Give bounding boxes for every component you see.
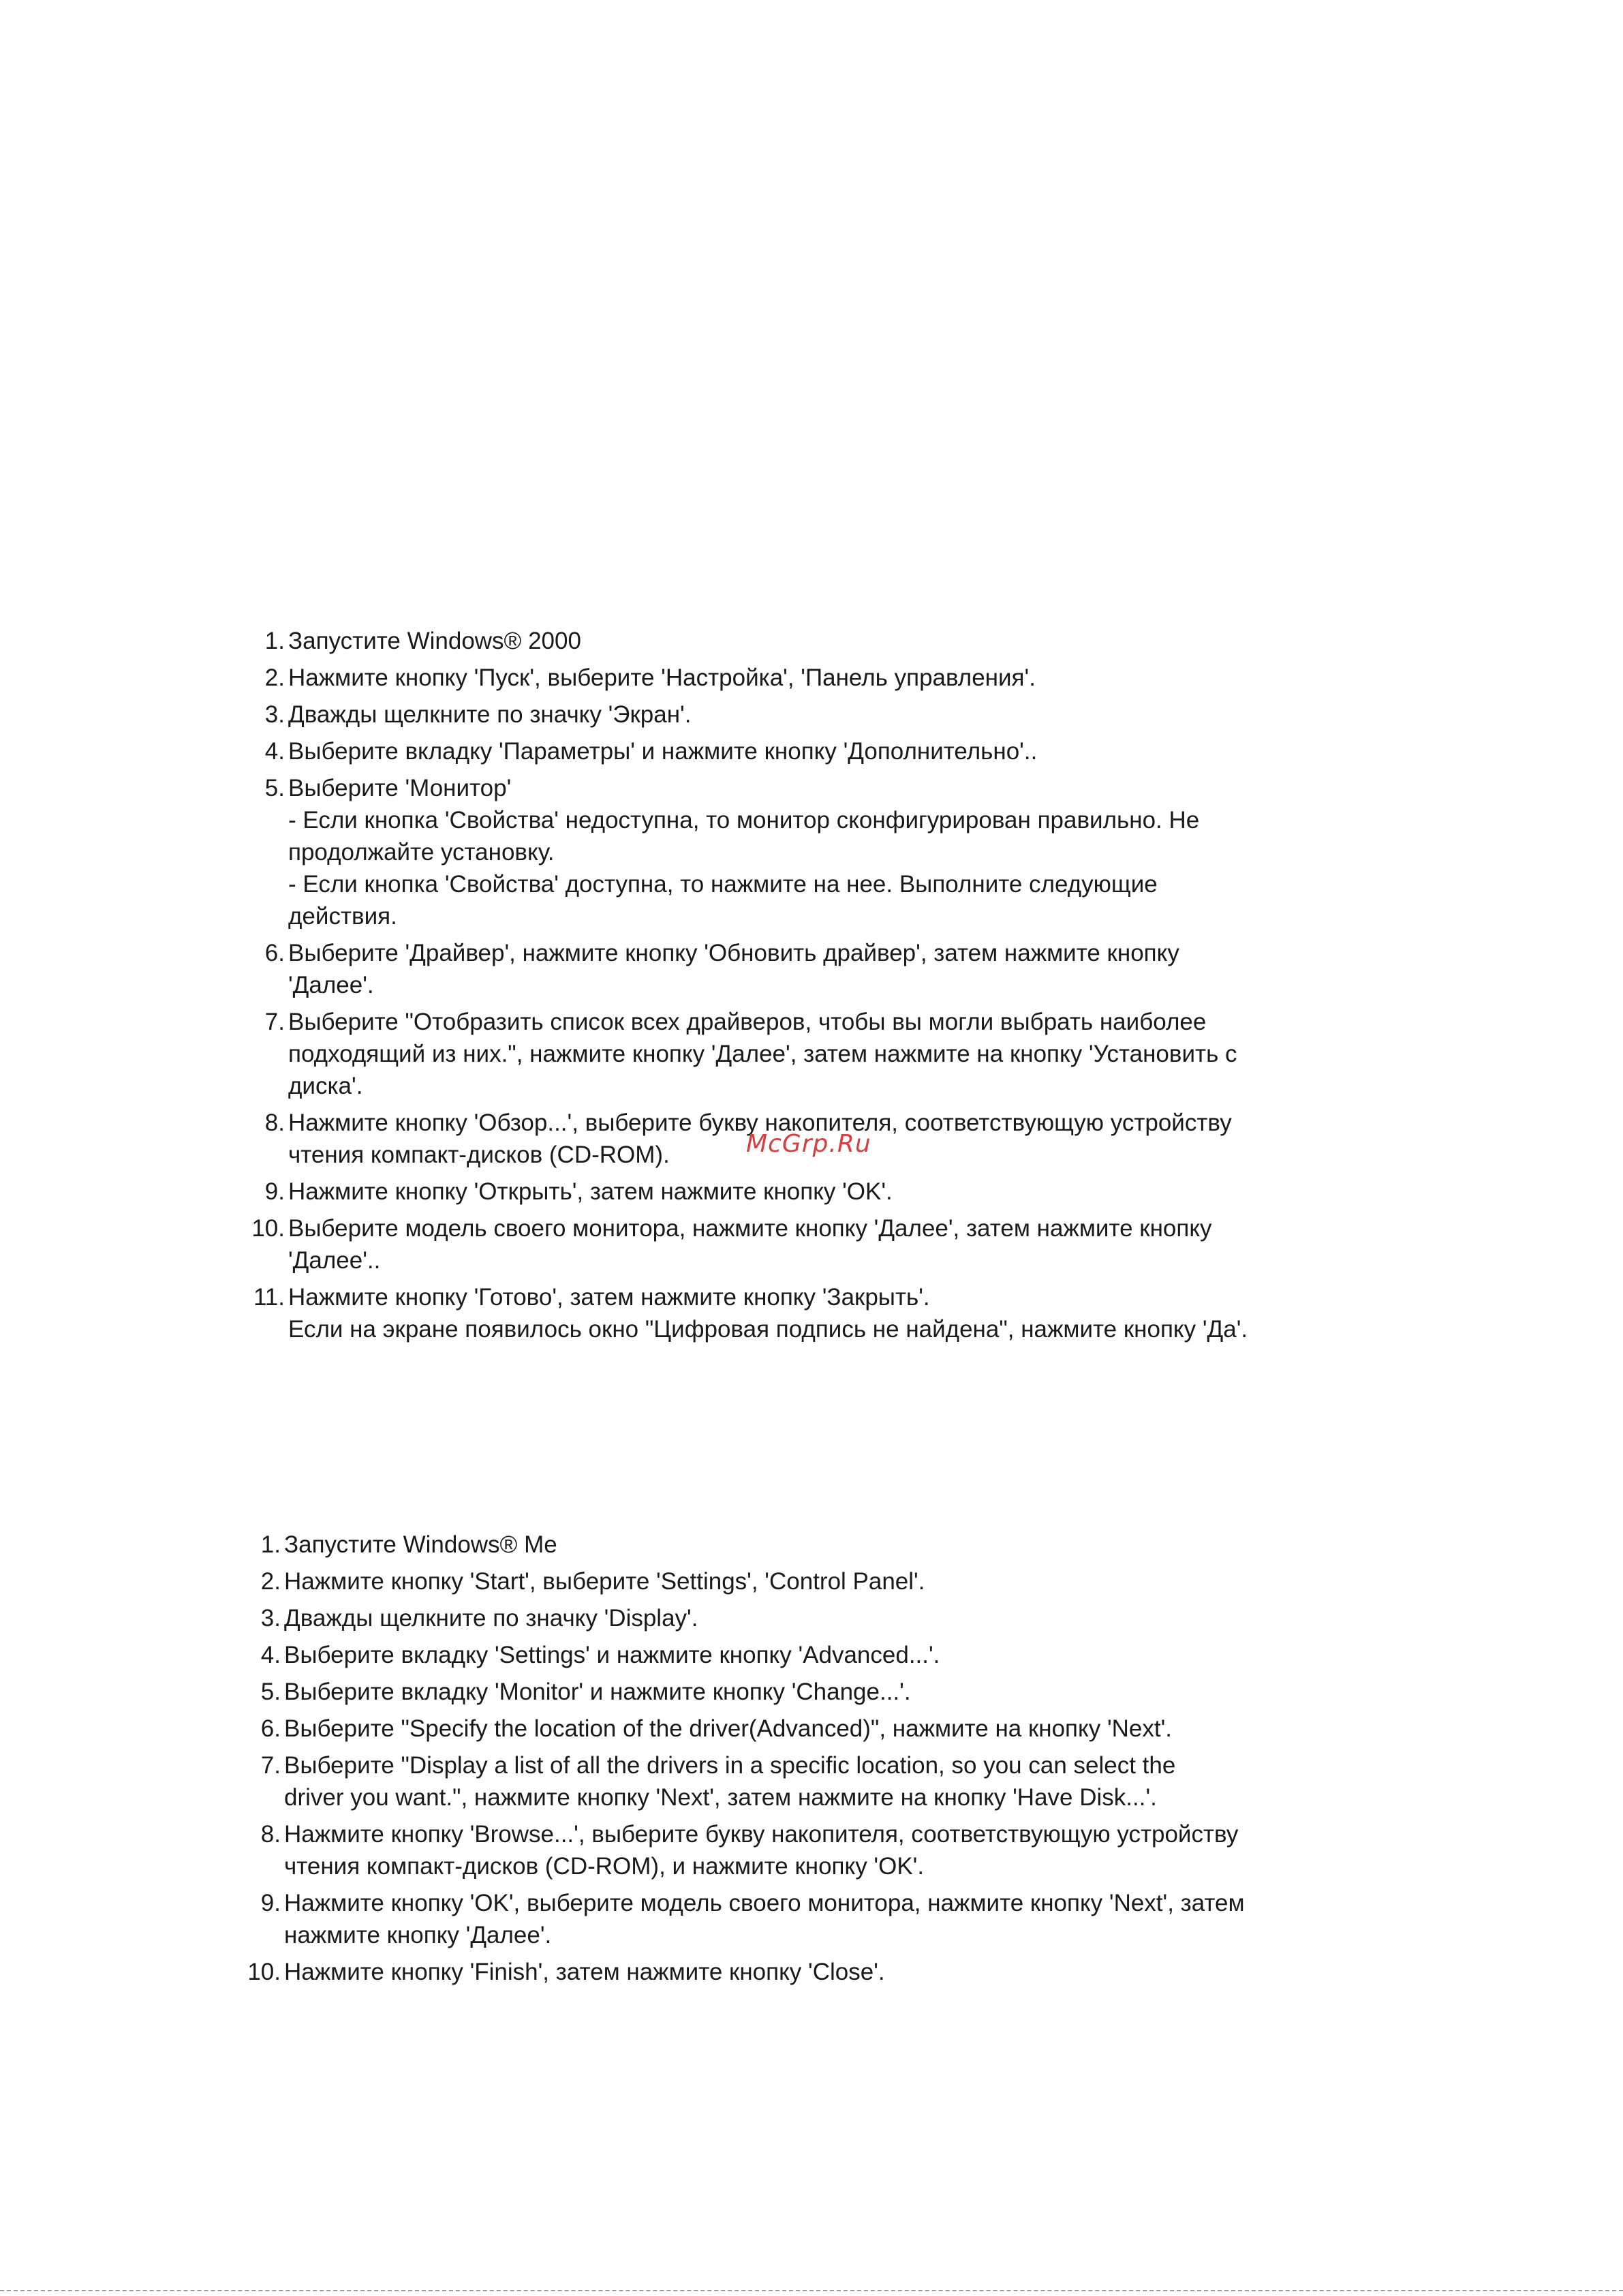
step-text-line: чтения компакт-дисков (CD-ROM), и нажмите кнопку 'OK'. <box>284 1853 925 1880</box>
step-number: 2. <box>260 1568 281 1595</box>
step-text-line: Нажмите кнопку 'Открыть', затем нажмите кнопку 'OK'. <box>288 1178 893 1205</box>
step-text <box>288 937 1341 1001</box>
step-text-line: подходящий из них.", нажмите кнопку 'Далее', затем нажмите на кнопку 'Установить с <box>288 1041 1237 1067</box>
step-text-line: Дважды щелкните по значку 'Экран'. <box>288 701 692 728</box>
instruction-step <box>233 1956 1337 1988</box>
instruction-step <box>233 1602 1337 1634</box>
step-number: 11. <box>253 1284 285 1311</box>
step-text-line: Выберите "Отобразить список всех драйверов, чтобы вы могли выбрать наиболее <box>288 1009 1207 1035</box>
instruction-step <box>233 1818 1337 1882</box>
instruction-step <box>233 1529 1337 1561</box>
step-number: 3. <box>264 701 285 728</box>
step-text-line: Выберите вкладку 'Monitor' и нажмите кнопку 'Change...'. <box>284 1679 911 1705</box>
step-number: 8. <box>264 1109 285 1136</box>
step-number: 7. <box>260 1752 281 1779</box>
step-number: 5. <box>264 775 285 801</box>
step-text-line: Выберите "Specify the location of the driver(Advanced)", нажмите на кнопку 'Next'. <box>284 1715 1172 1742</box>
step-text <box>288 625 1341 657</box>
step-text-line: Дважды щелкните по значку 'Display'. <box>284 1605 698 1632</box>
step-text-line: Выберите 'Монитор' <box>288 775 512 801</box>
step-text <box>284 1529 1337 1561</box>
instruction-step <box>237 772 1341 932</box>
step-number: 1. <box>264 628 285 654</box>
step-text-line: Запустите Windows® 2000 <box>288 628 581 654</box>
step-text-line: Выберите модель своего монитора, нажмите кнопку 'Далее', затем нажмите кнопку <box>288 1215 1212 1242</box>
step-text-line: действия. <box>288 903 397 930</box>
step-text-line: Если на экране появилось окно "Цифровая подпись не найдена", нажмите кнопку 'Да'. <box>288 1316 1248 1343</box>
instruction-step <box>237 1281 1341 1345</box>
step-text <box>288 1281 1341 1345</box>
step-text <box>284 1676 1337 1708</box>
step-text-line: Выберите 'Драйвер', нажмите кнопку 'Обновить драйвер', затем нажмите кнопку <box>288 940 1179 966</box>
step-text-line: диска'. <box>288 1073 363 1099</box>
step-text-line: Нажмите кнопку 'Пуск', выберите 'Настройка', 'Панель управления'. <box>288 664 1036 691</box>
step-text-line: Нажмите кнопку 'OK', выберите модель своего монитора, нажмите кнопку 'Next', затем <box>284 1890 1245 1916</box>
step-number: 10. <box>251 1215 285 1242</box>
step-text <box>284 1565 1337 1597</box>
step-text-line: чтения компакт-дисков (CD-ROM). <box>288 1142 670 1168</box>
step-text <box>284 1639 1337 1671</box>
step-text <box>288 772 1341 932</box>
instruction-step <box>233 1713 1337 1745</box>
step-text-line: Выберите "Display a list of all the drivers in a specific location, so you can select the <box>284 1752 1176 1779</box>
step-text-line: Нажмите кнопку 'Browse...', выберите букву накопителя, соответствующую устройству <box>284 1821 1239 1848</box>
step-number: 9. <box>264 1178 285 1205</box>
step-text <box>288 1212 1341 1276</box>
step-text <box>288 662 1341 694</box>
step-text <box>284 1713 1337 1745</box>
instruction-step <box>237 625 1341 657</box>
windows-me-instructions <box>233 1529 1337 1993</box>
step-number: 1. <box>260 1531 281 1558</box>
step-text <box>284 1887 1337 1951</box>
instruction-step <box>233 1565 1337 1597</box>
instruction-step <box>237 937 1341 1001</box>
step-text-line: Нажмите кнопку 'Finish', затем нажмите кнопку 'Close'. <box>284 1959 885 1985</box>
step-number: 2. <box>264 664 285 691</box>
instruction-step <box>237 699 1341 731</box>
step-number: 6. <box>264 940 285 966</box>
instruction-step <box>233 1676 1337 1708</box>
step-text-line: driver you want.", нажмите кнопку 'Next', затем нажмите на кнопку 'Have Disk...'. <box>284 1784 1157 1811</box>
page-bottom-rule <box>0 2290 1623 2291</box>
step-text-line: 'Далее'. <box>288 972 374 998</box>
step-text-line: Выберите вкладку 'Settings' и нажмите кнопку 'Advanced...'. <box>284 1642 940 1668</box>
step-number: 4. <box>264 738 285 765</box>
step-text-line: Нажмите кнопку 'Готово', затем нажмите кнопку 'Закрыть'. <box>288 1284 930 1311</box>
instruction-step <box>233 1639 1337 1671</box>
step-number: 9. <box>260 1890 281 1916</box>
instruction-step <box>233 1887 1337 1951</box>
instruction-step <box>233 1749 1337 1813</box>
step-text-line: - Если кнопка 'Свойства' недоступна, то монитор сконфигурирован правильно. Не <box>288 807 1200 833</box>
step-text <box>288 1006 1341 1102</box>
step-text <box>284 1818 1337 1882</box>
step-number: 4. <box>260 1642 281 1668</box>
step-number: 6. <box>260 1715 281 1742</box>
step-text-line: Нажмите кнопку 'Start', выберите 'Settings', 'Control Panel'. <box>284 1568 925 1595</box>
step-number: 7. <box>264 1009 285 1035</box>
instruction-step <box>237 1176 1341 1208</box>
instruction-step <box>237 1006 1341 1102</box>
instruction-step <box>237 735 1341 767</box>
step-text-line: продолжайте установку. <box>288 839 555 866</box>
step-text <box>288 735 1341 767</box>
step-text <box>288 699 1341 731</box>
watermark: McGrp.Ru <box>746 1130 871 1158</box>
step-number: 8. <box>260 1821 281 1848</box>
step-text-line: Нажмите кнопку 'Обзор...', выберите букву накопителя, соответствующую устройству <box>288 1109 1232 1136</box>
instruction-step <box>237 662 1341 694</box>
step-text-line: - Если кнопка 'Свойства' доступна, то нажмите на нее. Выполните следующие <box>288 871 1158 898</box>
step-text <box>288 1176 1341 1208</box>
step-text-line: 'Далее'.. <box>288 1247 381 1274</box>
instruction-step <box>237 1212 1341 1276</box>
step-text-line: нажмите кнопку 'Далее'. <box>284 1922 552 1948</box>
step-text-line: Запустите Windows® Me <box>284 1531 557 1558</box>
step-number: 3. <box>260 1605 281 1632</box>
step-number: 5. <box>260 1679 281 1705</box>
step-text <box>284 1749 1337 1813</box>
step-number: 10. <box>247 1959 281 1985</box>
step-text <box>284 1602 1337 1634</box>
windows-2000-instructions <box>237 625 1341 1350</box>
step-text <box>284 1956 1337 1988</box>
step-text-line: Выберите вкладку 'Параметры' и нажмите кнопку 'Дополнительно'.. <box>288 738 1038 765</box>
